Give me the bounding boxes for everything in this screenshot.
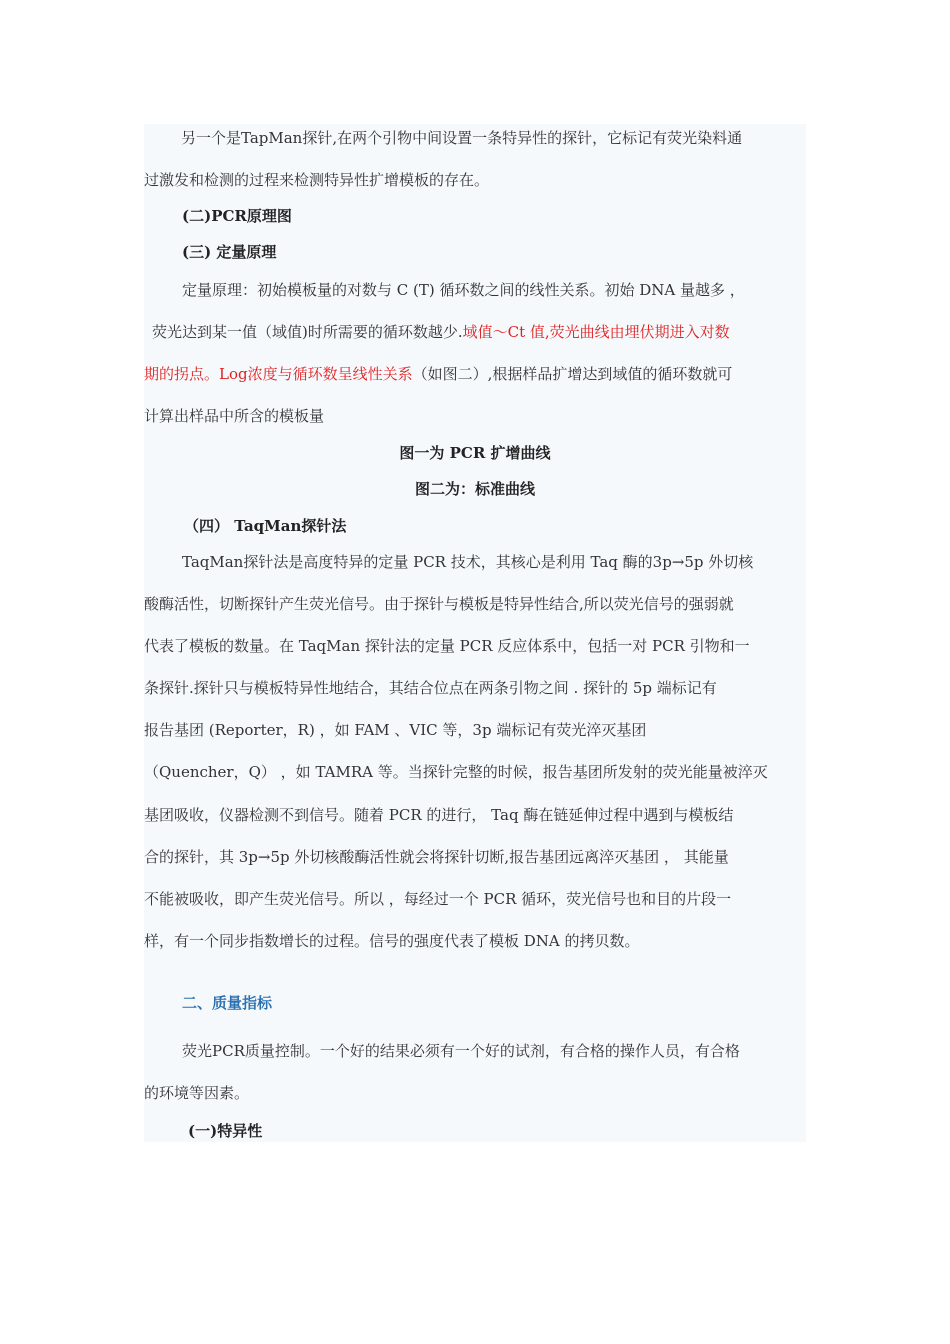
quant-text-highlight-2: 期的拐点。 — [144, 365, 220, 383]
content-background — [144, 124, 806, 1142]
heading-quality-indicators: 二、质量指标 — [182, 994, 273, 1012]
paragraph-taqman-line-7: 基团吸收，仪器检测不到信号。随着 PCR 的进行， Taq 酶在链延伸过程中遇到与模板结 — [144, 806, 734, 824]
paragraph-taqman-line-2: 酸酶活性，切断探针产生荧光信号。由于探针与模板是特异性结合,所以荧光信号的强弱就 — [144, 595, 734, 613]
heading-specificity: (一)特异性 — [188, 1122, 263, 1140]
paragraph-taqman-line-3: 代表了模板的数量。在 TaqMan 探针法的定量 PCR 反应体系中，包括一对 PCR 引物和一 — [144, 637, 750, 655]
paragraph-taqman-line-9: 不能被吸收，即产生荧光信号。所以 ，每经过一个 PCR 循环，荧光信号也和目的片段一 — [144, 890, 732, 908]
paragraph-quality-line-1: 荧光PCR质量控制。一个好的结果必须有一个好的试剂，有合格的操作人员，有合格 — [182, 1042, 740, 1060]
paragraph-taqman-intro-line-1: 另一个是TapMan探针,在两个引物中间设置一条特异性的探针，它标记有荧光染料通 — [181, 129, 743, 147]
paragraph-taqman-line-1: TaqMan探针法是高度特异的定量 PCR 技术，其核心是利用 Taq 酶的3p→5p 外切核 — [182, 553, 754, 571]
paragraph-quant-line-3 — [144, 362, 806, 386]
paragraph-taqman-line-6: （Quencher，Q） ，如 TAMRA 等。当探针完整的时候，报告基团所发射的荧光能量被淬灭 — [144, 763, 768, 781]
quant-text-highlight: 域值～Ct 值,荧光曲线由埋伏期进入对数 — [462, 323, 730, 341]
quant-text-normal: 荧光达到某一值（域值)时所需要的循环数越少. — [152, 323, 463, 341]
paragraph-quant-line-2 — [144, 320, 806, 344]
heading-taqman-method: （四） TaqMan探针法 — [184, 517, 347, 535]
paragraph-quant-line-4: 计算出样品中所含的模板量 — [144, 407, 325, 425]
paragraph-taqman-line-8: 合的探针，其 3p→5p 外切核酸酶活性就会将探针切断,报告基团远离淬灭基团 ， 其能量 — [144, 848, 729, 866]
quant-text-highlight-3: Log浓度与循环数呈线性关系 — [219, 365, 413, 383]
quant-text-normal-2: （如图二）,根据样品扩增达到域值的循环数就可 — [412, 365, 733, 383]
paragraph-quality-line-2: 的环境等因素。 — [144, 1084, 250, 1102]
paragraph-taqman-line-5: 报告基团 (Reporter，R) ，如 FAM 、VIC 等，3p 端标记有荧光淬灭基团 — [144, 721, 647, 739]
heading-pcr-diagram: (二)PCR原理图 — [182, 207, 292, 225]
paragraph-quant-line-1: 定量原理：初始模板量的对数与 C (T) 循环数之间的线性关系。初始 DNA 量越多 ， — [182, 281, 745, 299]
heading-quant-principle: (三) 定量原理 — [182, 243, 277, 261]
paragraph-taqman-intro-line-2: 过激发和检测的过程来检测特异性扩增模板的存在。 — [144, 171, 490, 189]
paragraph-taqman-line-4: 条探针.探针只与模板特异性地结合，其结合位点在两条引物之间 . 探针的 5p 端标记有 — [144, 679, 717, 697]
figure-2-caption: 图二为：标准曲线 — [414, 480, 535, 498]
figure-1-caption: 图一为 PCR 扩增曲线 — [399, 444, 551, 462]
paragraph-taqman-line-10: 样，有一个同步指数增长的过程。信号的强度代表了模板 DNA 的拷贝数。 — [144, 932, 640, 950]
